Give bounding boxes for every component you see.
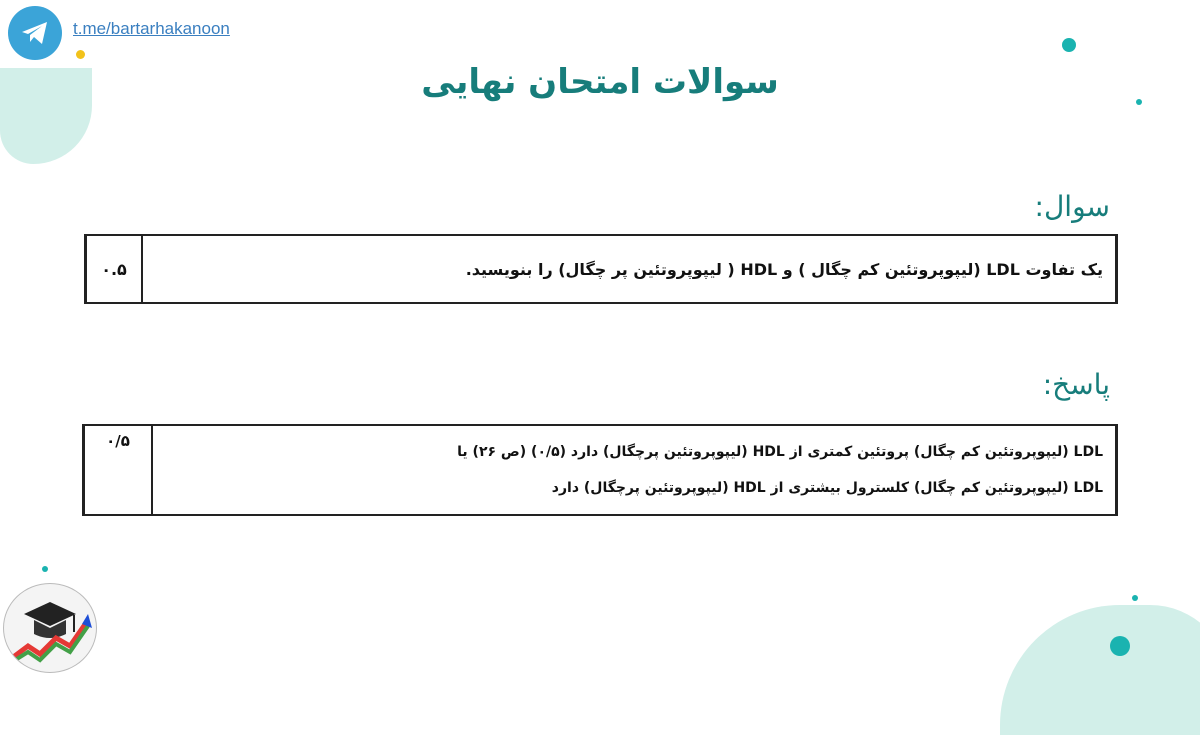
decorative-dot xyxy=(1110,636,1130,656)
answer-line: LDL (لیپوپروتئین کم چگال) پروتئین کمتری از HDL (لیپوپروتئین پرچگال) دارد (۰/۵) (ص ۲۶) یا xyxy=(457,444,1103,460)
answer-cell xyxy=(152,425,1117,515)
answer-score: ۰/۵ xyxy=(84,425,153,515)
decorative-dot xyxy=(42,566,48,572)
answer-heading: پاسخ: xyxy=(1042,368,1110,401)
question-table xyxy=(84,234,1118,304)
answer-table xyxy=(82,424,1118,516)
answer-line: LDL (لیپوپروتئین کم چگال) کلسترول بیشتری از HDL (لیپوپروتئین پرچگال) دارد xyxy=(551,480,1103,496)
telegram-link[interactable]: t.me/bartarhakanoon xyxy=(73,19,230,38)
question-cell xyxy=(142,235,1117,303)
telegram-icon[interactable] xyxy=(8,6,62,60)
question-text: یک تفاوت LDL (لیپوپروتئین کم چگال ) و HDL ( لیپوپروتئین پر چگال) را بنویسید. xyxy=(465,259,1103,279)
decorative-dot xyxy=(76,50,85,59)
question-score: ۰.۵ xyxy=(86,235,143,303)
decorative-blob-bottom-right xyxy=(1000,605,1200,735)
slide-title: سوالات امتحان نهایی xyxy=(421,62,779,102)
question-heading: سوال: xyxy=(1034,190,1110,223)
graduation-cap-icon xyxy=(4,584,96,672)
brand-logo xyxy=(3,583,97,673)
decorative-dot xyxy=(1062,38,1076,52)
decorative-dot xyxy=(1132,595,1138,601)
